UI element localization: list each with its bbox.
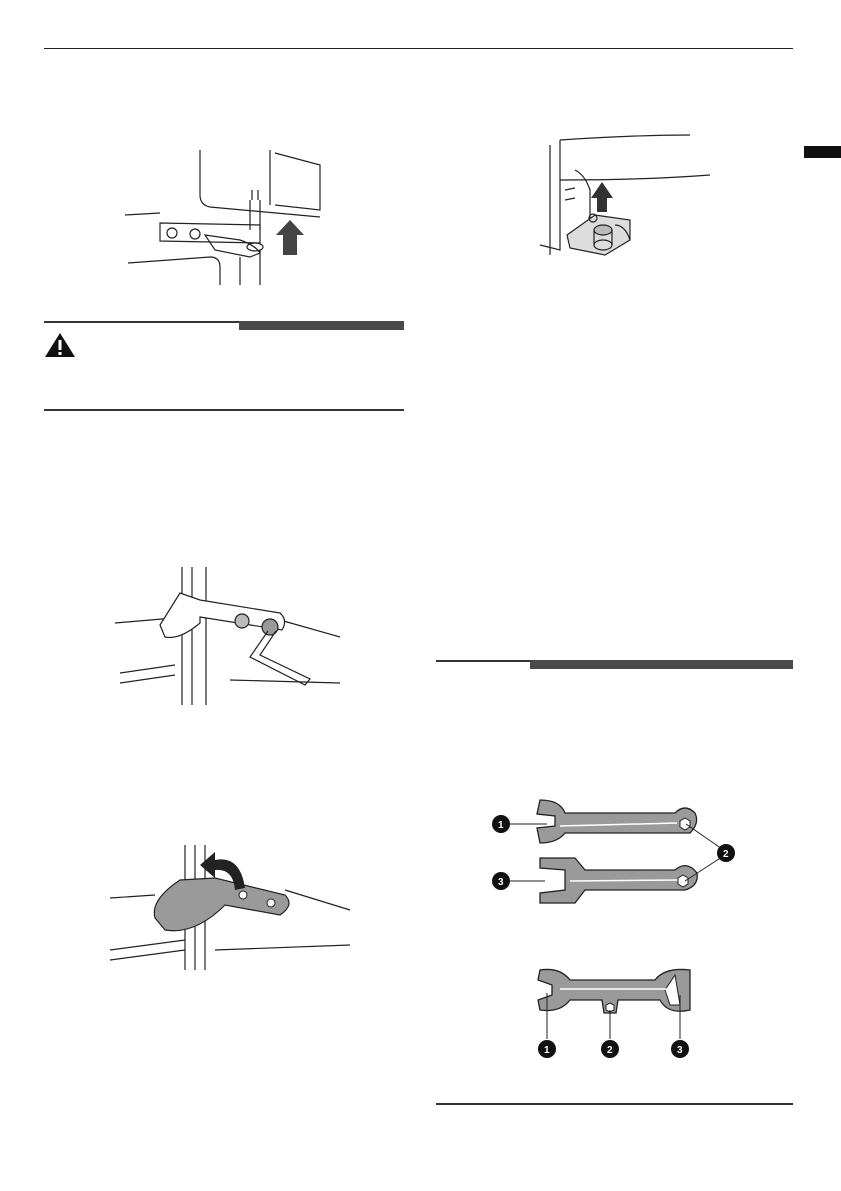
warning-header-bar xyxy=(239,321,404,330)
callout-2-a-label: 2 xyxy=(723,849,729,860)
warning-triangle-icon xyxy=(44,332,76,358)
warning-bottom-rule xyxy=(44,409,404,411)
hinge-lift-figure xyxy=(515,130,715,270)
callout-2-b-label: 2 xyxy=(607,1045,613,1056)
wrench-set-b-figure xyxy=(530,965,700,1065)
hinge-rotate-figure xyxy=(105,840,355,975)
hex-key-figure xyxy=(110,565,350,710)
wrench-set-a-figure xyxy=(485,798,755,913)
note-bottom-rule xyxy=(436,1103,793,1105)
note-header-bar xyxy=(530,660,793,669)
language-tab xyxy=(804,146,841,158)
header-rule xyxy=(44,48,793,49)
hinge-pin-figure xyxy=(120,145,340,290)
callout-1-a-label: 1 xyxy=(498,820,504,831)
callout-3-b-label: 3 xyxy=(677,1045,683,1056)
callout-1-b-label: 1 xyxy=(544,1045,550,1056)
callout-group-b xyxy=(538,1040,689,1058)
callout-3-a-label: 3 xyxy=(498,877,504,888)
